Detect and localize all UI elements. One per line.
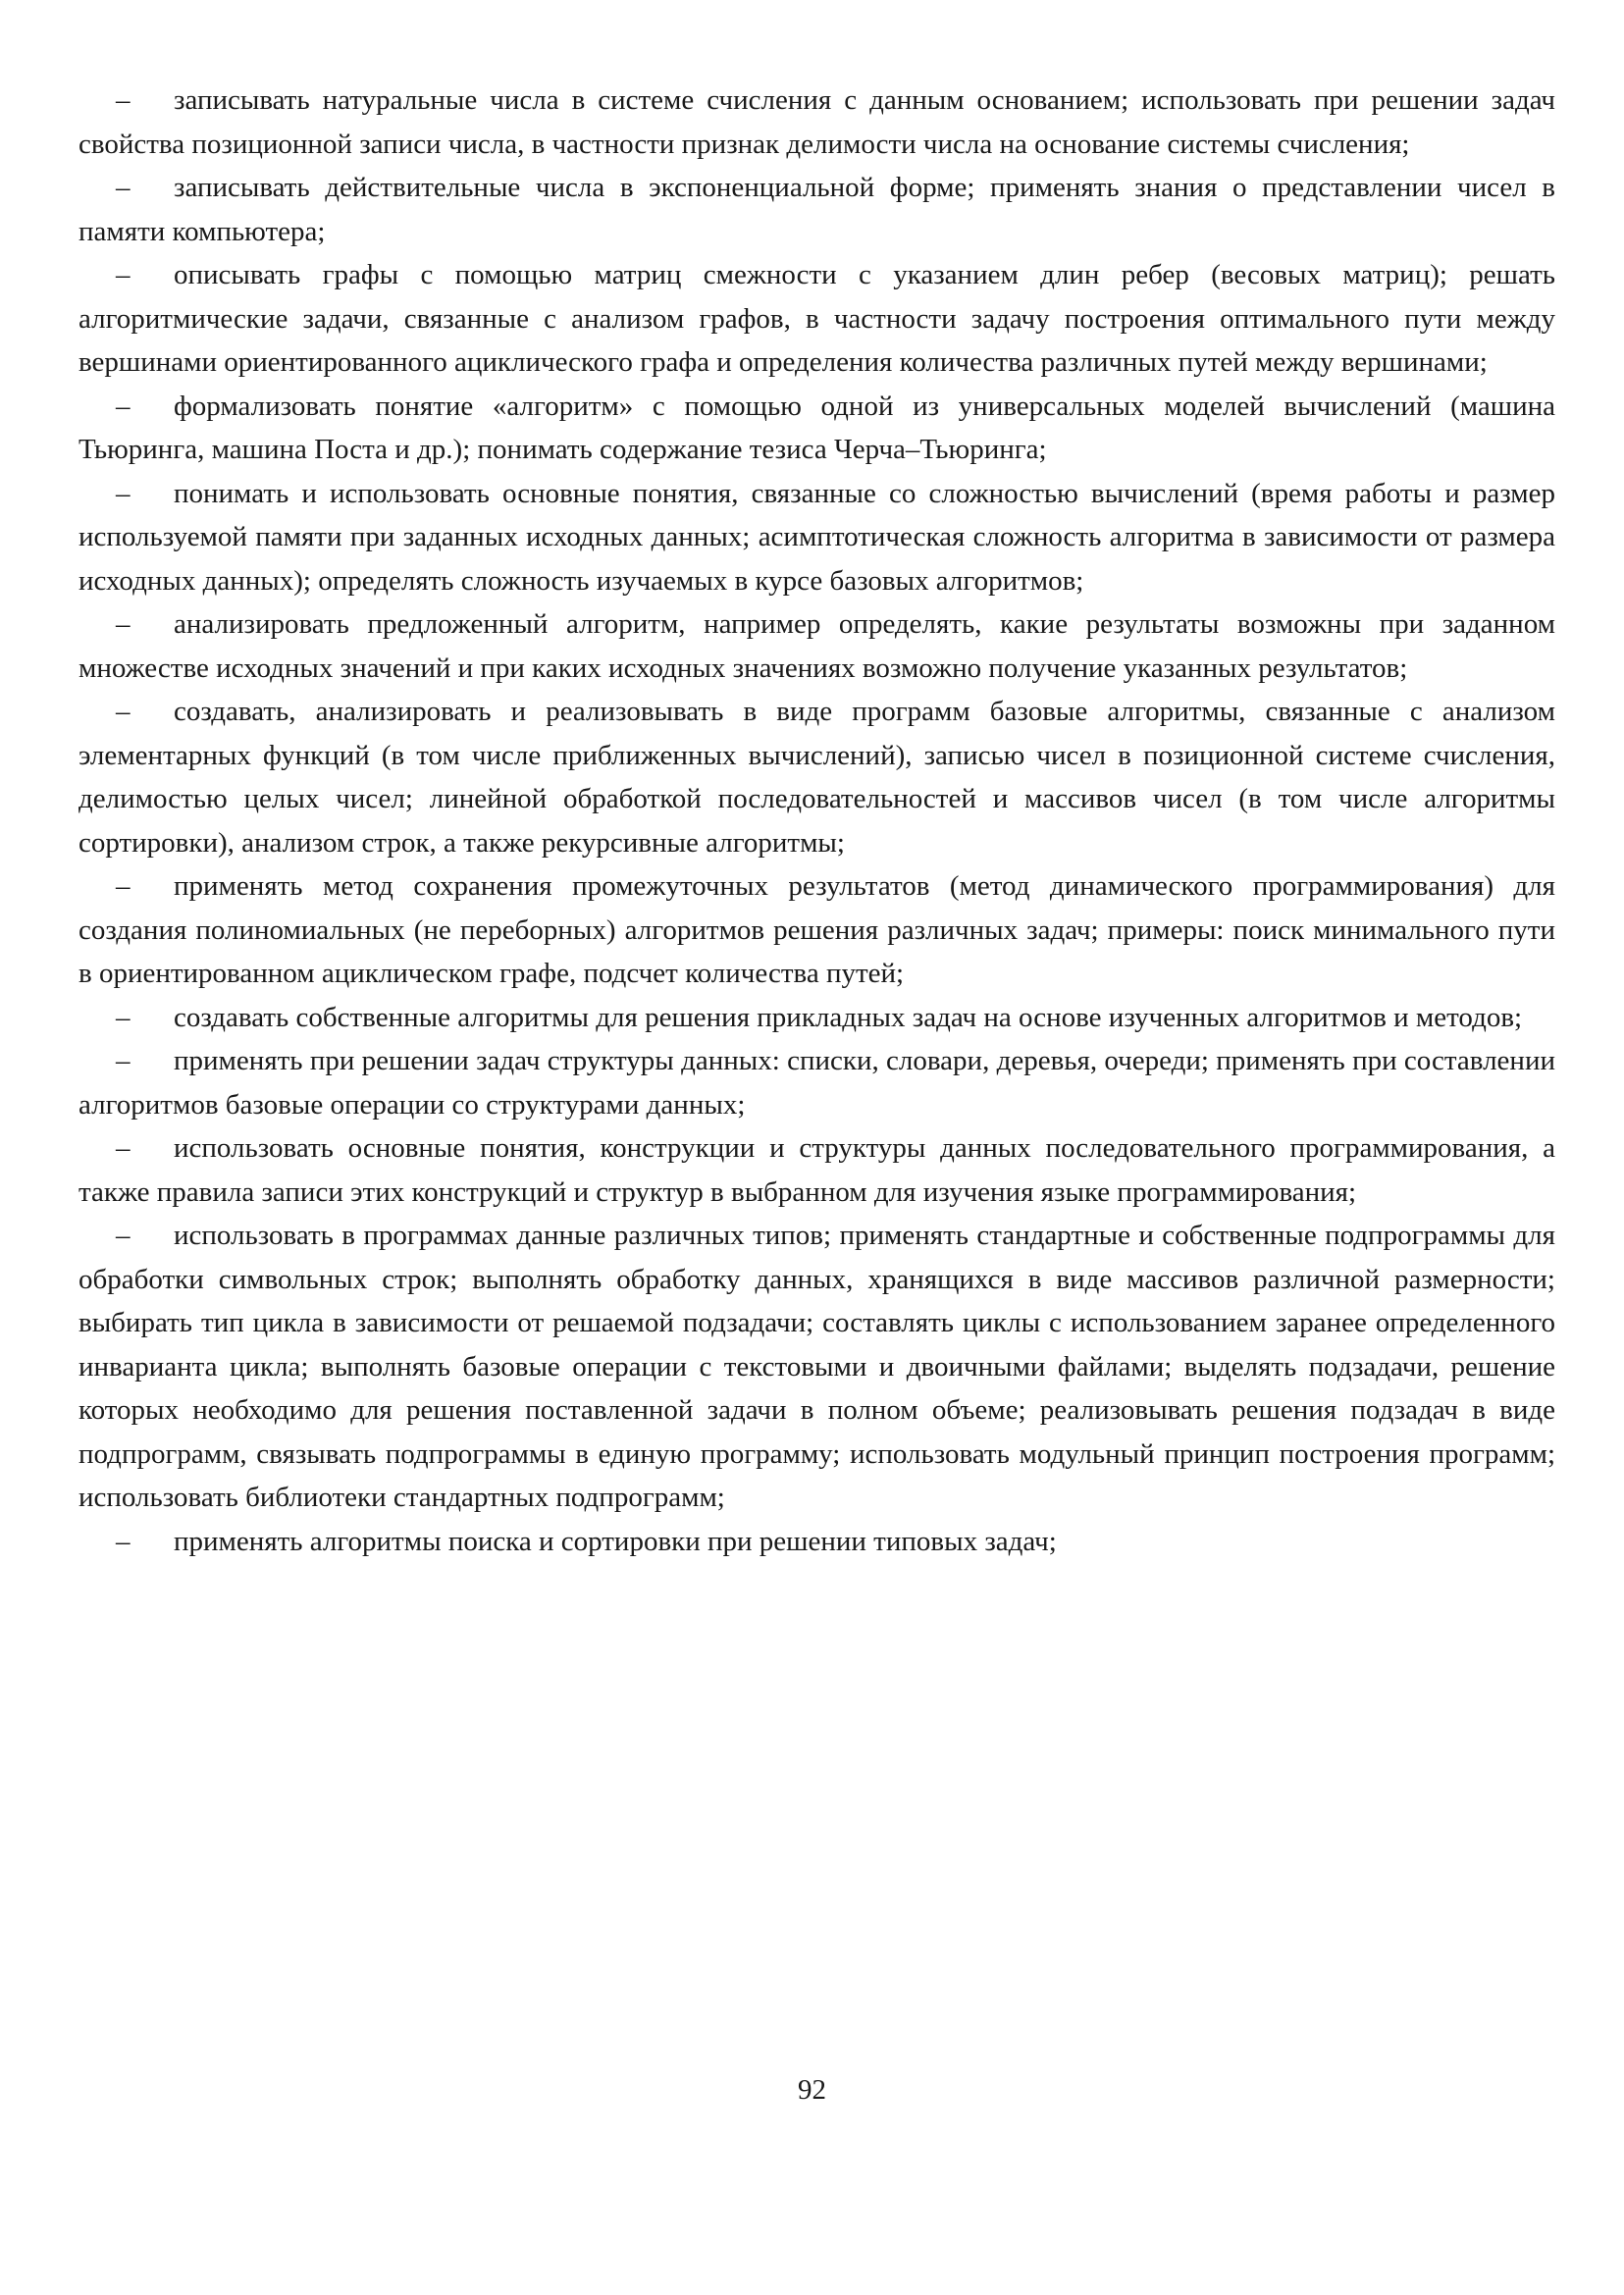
list-item-text: записывать натуральные числа в системе счисления с данным основанием; использовать при решении задач свойства позиционной записи числа, в частности признак делимости числа на основание системы счисления; — [79, 84, 1555, 160]
list-item — [79, 864, 1555, 996]
requirements-list — [79, 78, 1555, 1563]
list-item — [79, 1520, 1555, 1564]
list-item — [79, 472, 1555, 603]
list-dash: – — [116, 870, 131, 902]
list-dash: – — [116, 1045, 131, 1076]
page-number: 92 — [798, 2074, 826, 2106]
list-item-text: создавать, анализировать и реализовывать в виде программ базовые алгоритмы, связанные с анализом элементарных функций (в том числе приближенных вычислений), записью чисел в позиционной системе счисления, делимостью целых чисел; линейной обработкой последовательностей и массивов чисел (в том числе алгоритмы сортировки), анализом строк, а также рекурсивные алгоритмы; — [79, 696, 1555, 859]
list-dash: – — [116, 608, 131, 640]
list-item-text: понимать и использовать основные понятия, связанные со сложностью вычислений (время работы и размер используемой памяти при заданных исходных данных; асимптотическая сложность алгоритма в зависимости от размера исходных данных); определять сложность изучаемых в курсе базовых алгоритмов; — [79, 477, 1555, 597]
list-dash: – — [116, 390, 131, 422]
list-dash: – — [116, 1001, 131, 1033]
list-item-text: анализировать предложенный алгоритм, например определять, какие результаты возможны при заданном множестве исходных значений и при каких исходных значениях возможно получение указанных результатов; — [79, 608, 1555, 684]
list-dash: – — [116, 477, 131, 509]
list-item — [79, 1039, 1555, 1126]
list-dash: – — [116, 259, 131, 290]
list-item-text: записывать действительные числа в экспоненциальной форме; применять знания о представлении чисел в памяти компьютера; — [79, 172, 1555, 247]
list-item — [79, 166, 1555, 253]
list-item — [79, 78, 1555, 166]
list-dash: – — [116, 84, 131, 116]
list-item — [79, 690, 1555, 864]
list-item — [79, 602, 1555, 690]
list-dash: – — [116, 696, 131, 727]
list-item-text: применять при решении задач структуры данных: списки, словари, деревья, очереди; применять при составлении алгоритмов базовые операции со структурами данных; — [79, 1045, 1555, 1121]
list-item — [79, 996, 1555, 1040]
list-item-text: применять метод сохранения промежуточных результатов (метод динамического программирования) для создания полиномиальных (не переборных) алгоритмов решения различных задач; примеры: поиск минимального пути в ориентированном ациклическом графе, подсчет количества путей; — [79, 870, 1555, 989]
list-item-text: применять алгоритмы поиска и сортировки при решении типовых задач; — [174, 1525, 1057, 1557]
list-item — [79, 385, 1555, 472]
list-item-text: создавать собственные алгоритмы для решения прикладных задач на основе изученных алгоритмов и методов; — [174, 1001, 1523, 1033]
list-item — [79, 1214, 1555, 1520]
list-dash: – — [116, 172, 131, 203]
list-item-text: формализовать понятие «алгоритм» с помощью одной из универсальных моделей вычислений (машина Тьюринга, машина Поста и др.); понимать содержание тезиса Черча–Тьюринга; — [79, 390, 1555, 465]
list-item — [79, 1126, 1555, 1214]
list-item-text: использовать в программах данные различных типов; применять стандартные и собственные подпрограммы для обработки символьных строк; выполнять обработку данных, хранящихся в виде массивов различной размерности; выбирать тип цикла в зависимости от решаемой подзадачи; составлять циклы с использованием заранее определенного инварианта цикла; выполнять базовые операции с текстовыми и двоичными файлами; выделять подзадачи, решение которых необходимо для решения поставленной задачи в полном объеме; реализовывать решения подзадач в виде подпрограмм, связывать подпрограммы в единую программу; использовать модульный принцип построения программ; использовать библиотеки стандартных подпрограмм; — [79, 1220, 1555, 1513]
list-dash: – — [116, 1132, 131, 1164]
list-item — [79, 253, 1555, 385]
list-item-text: описывать графы с помощью матриц смежности с указанием длин ребер (весовых матриц); решать алгоритмические задачи, связанные с анализом графов, в частности задачу построения оптимального пути между вершинами ориентированного ациклического графа и определения количества различных путей между вершинами; — [79, 259, 1555, 378]
list-dash: – — [116, 1525, 131, 1557]
list-item-text: использовать основные понятия, конструкции и структуры данных последовательного программирования, а также правила записи этих конструкций и структур в выбранном для изучения языке программирования; — [79, 1132, 1555, 1208]
list-dash: – — [116, 1220, 131, 1251]
